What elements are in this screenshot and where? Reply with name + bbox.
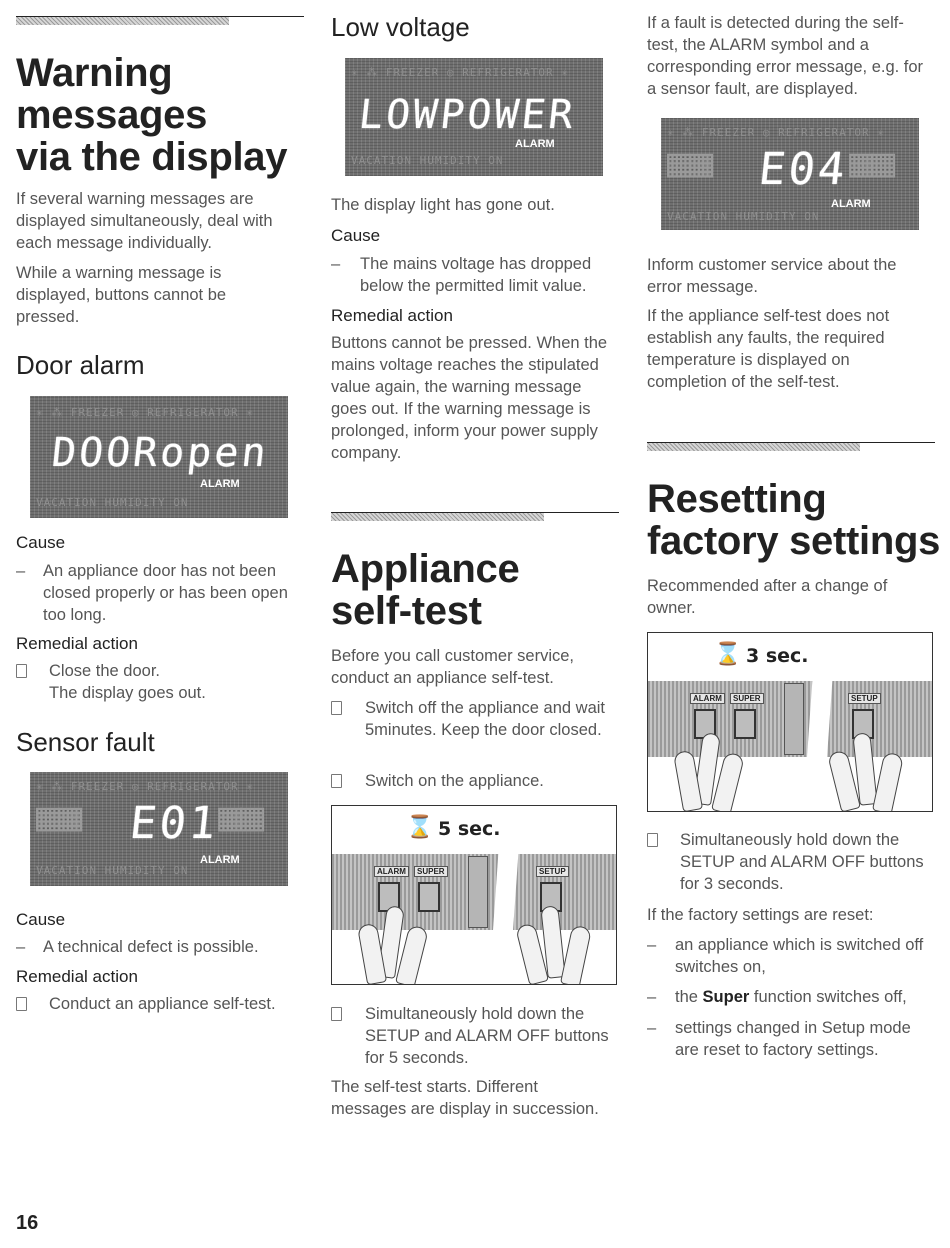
display-ghost-row: VACATION HUMIDITY ON (351, 154, 504, 167)
dash-bullet: – (647, 936, 657, 954)
page-title: Warning messages via the display (16, 51, 288, 179)
hourglass-icon: ⌛ (406, 814, 434, 839)
if-reset-text: If the factory settings are reset: (647, 906, 874, 924)
display-ghost-digits: ▦▦ (36, 794, 81, 840)
display-ghost-row: VACATION HUMIDITY ON (667, 210, 820, 223)
cause-heading: Cause (331, 226, 381, 245)
self-test-title: Appliance self-test (331, 547, 520, 633)
remedial-line: The display goes out. (49, 684, 206, 702)
dash-bullet: – (647, 1019, 657, 1037)
display-ghost-row: ✳ ⁂ FREEZER ◎ REFRIGERATOR ✳ (667, 126, 885, 139)
display-ghost-row: VACATION HUMIDITY ON (36, 496, 189, 509)
alarm-label: ALARM (831, 198, 871, 210)
title-rule (16, 16, 304, 17)
low-voltage-display (345, 58, 603, 176)
dash-bullet: – (16, 938, 26, 956)
display-ghost-digits: ▦▦ (218, 794, 263, 840)
checkbox-icon (647, 833, 658, 847)
dash-bullet: – (331, 255, 341, 273)
door-alarm-display (30, 396, 288, 518)
intro-paragraph-2: While a warning message is displayed, buttons cannot be pressed. (16, 264, 227, 326)
list-item-text: Conduct an appliance self-test. (49, 995, 276, 1013)
list-item (16, 560, 300, 626)
title-shade-bar (16, 16, 229, 25)
alarm-button-label: ALARM (374, 866, 409, 877)
dash-bullet: – (647, 988, 657, 1006)
list-item-text: settings changed in Setup mode are reset to factory settings. (675, 1019, 911, 1059)
display-ghost-row: ✳ ⁂ FREEZER ◎ REFRIGERATOR ✳ (36, 406, 254, 419)
section-shade-bar (331, 512, 544, 521)
low-voltage-text: The display light has gone out. (331, 196, 555, 214)
fault-text: If a fault is detected during the self-test, the ALARM symbol and a corresponding error message, e.g. for a sensor fault, are displayed. (647, 14, 924, 98)
display-segment-text: DOORopen (49, 430, 272, 476)
remedial-heading: Remedial action (331, 306, 453, 325)
hourglass-icon: ⌛ (714, 641, 742, 666)
sensor-fault-display (30, 772, 288, 886)
intro-paragraph: If several warning messages are displayed simultaneously, deal with each message individually. (16, 190, 273, 252)
list-item (331, 253, 616, 297)
list-item-text: Simultaneously hold down the SETUP and ALARM OFF buttons for 5 seconds. (365, 1005, 609, 1067)
alarm-button-label: ALARM (690, 693, 725, 704)
cause-heading: Cause (16, 533, 66, 552)
checkbox-item (331, 770, 616, 792)
display-slot (468, 856, 488, 928)
setup-button-label: SETUP (848, 693, 881, 704)
cause-heading: Cause (16, 910, 66, 929)
section-rule (331, 512, 619, 513)
remedial-text: Buttons cannot be pressed. When the mains voltage reaches the stipulated value again, the warning message goes out. If the warning message is prolonged, inform your power supply company. (331, 334, 608, 462)
list-item-text: an appliance which is switched off switches on, (675, 936, 924, 976)
checkbox-item (331, 697, 616, 763)
list-item (647, 1017, 935, 1061)
remedial-line: Close the door. (49, 662, 160, 680)
alarm-label: ALARM (200, 854, 240, 866)
display-ghost-digits: ▦▦ (667, 140, 712, 186)
super-button (418, 882, 440, 912)
item-text-bold: Super (702, 988, 750, 1006)
checkbox-icon (331, 701, 342, 715)
reset-intro: Recommended after a change of owner. (647, 577, 888, 617)
display-segment-text: E01 (127, 798, 222, 849)
super-button-label: SUPER (414, 866, 448, 877)
display-segment-text: E04 (756, 144, 851, 195)
display-ghost-row: ✳ ⁂ FREEZER ◎ REFRIGERATOR ✳ (351, 66, 569, 79)
list-item-text: The mains voltage has dropped below the permitted limit value. (360, 255, 592, 295)
checkbox-item (16, 993, 300, 1015)
list-item-text: A technical defect is possible. (43, 938, 259, 956)
no-fault-text: If the appliance self-test does not establish any faults, the required temperature is displayed on completion of the self-test. (647, 307, 890, 391)
list-item-text (675, 986, 935, 1008)
checkbox-icon (16, 997, 27, 1011)
dash-bullet: – (16, 562, 26, 580)
section-rule (647, 442, 935, 443)
list-item-text: An appliance door has not been closed properly or has been open too long. (43, 562, 288, 624)
display-ghost-row: VACATION HUMIDITY ON (36, 864, 189, 877)
door-alarm-heading: Door alarm (16, 350, 145, 380)
super-button-label: SUPER (730, 693, 764, 704)
sensor-fault-heading: Sensor fault (16, 727, 155, 757)
item-text-part: function switches off, (749, 988, 907, 1006)
section-shade-bar (647, 442, 860, 451)
checkbox-icon (16, 664, 27, 678)
list-item-text (49, 660, 299, 704)
remedial-heading: Remedial action (16, 967, 138, 986)
list-item-text: Switch off the appliance and wait 5minutes. Keep the door closed. (365, 699, 606, 739)
finger-right-3 (560, 925, 592, 985)
setup-button-label: SETUP (536, 866, 569, 877)
reset-title: Resetting factory settings (647, 477, 941, 563)
checkbox-item (647, 829, 935, 895)
reset-button-illustration (647, 632, 933, 812)
checkbox-icon (331, 774, 342, 788)
item-text-part: the (675, 988, 703, 1006)
low-voltage-heading: Low voltage (331, 12, 470, 42)
alarm-label: ALARM (200, 478, 240, 490)
list-item (16, 936, 300, 958)
checkbox-item (331, 1003, 616, 1069)
display-slot (784, 683, 804, 755)
self-test-button-illustration (331, 805, 617, 985)
list-item (647, 934, 935, 978)
finger-right-3 (872, 752, 904, 812)
inform-text: Inform customer service about the error message. (647, 256, 897, 296)
display-segment-text: LOWPOWER (356, 92, 579, 138)
remedial-heading: Remedial action (16, 634, 138, 653)
page-number: 16 (16, 1212, 39, 1234)
seconds-label: 5 sec. (438, 818, 501, 840)
display-ghost-digits: ▦▦ (849, 140, 894, 186)
alarm-label: ALARM (515, 138, 555, 150)
self-test-outro: The self-test starts. Different messages are display in succession. (331, 1078, 599, 1118)
error-display (661, 118, 919, 230)
checkbox-item (16, 660, 300, 704)
self-test-intro: Before you call customer service, conduct an appliance self-test. (331, 647, 575, 687)
list-item-text: Simultaneously hold down the SETUP and ALARM OFF buttons for 3 seconds. (680, 831, 924, 893)
super-button (734, 709, 756, 739)
display-ghost-row: ✳ ⁂ FREEZER ◎ REFRIGERATOR ✳ (36, 780, 254, 793)
seconds-label: 3 sec. (746, 645, 809, 667)
list-item (647, 986, 935, 1008)
checkbox-icon (331, 1007, 342, 1021)
list-item-text: Switch on the appliance. (365, 772, 544, 790)
